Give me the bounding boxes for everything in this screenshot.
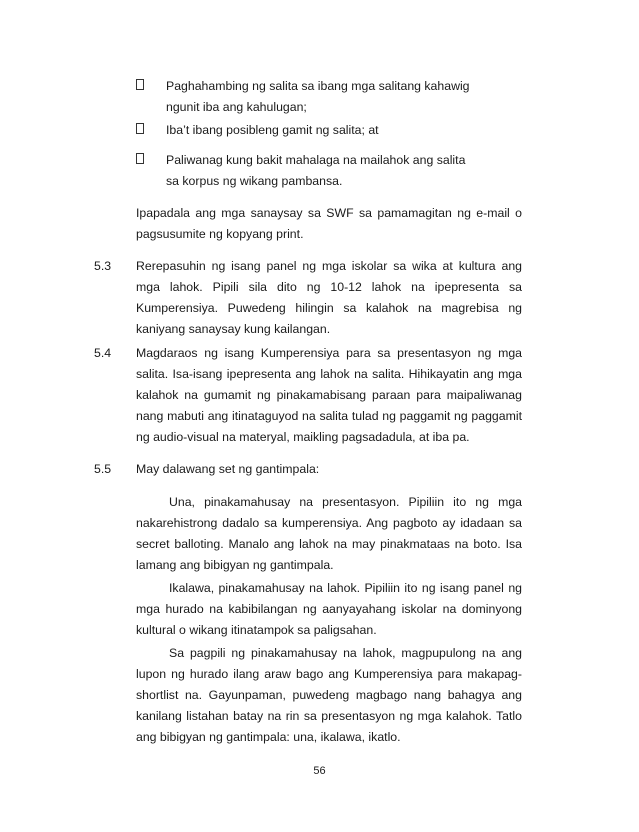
bullet-text	[166, 120, 526, 141]
bullet-text	[166, 150, 526, 192]
prize-text: Ikalawa, pinakamahusay na lahok. Pipiliin ito ng isang panel ng mga hurado na kabibilangan ng aanyayahang iskolar na dominyong kultural o wikang itinatampok sa paligsahan.	[136, 581, 522, 637]
submission-note: Ipapadala ang mga sanaysay sa SWF sa pamamagitan ng e-mail o pagsusumite ng kopyang print.	[136, 206, 522, 241]
checkbox-bullet-icon	[136, 153, 144, 164]
checkbox-bullet-icon	[136, 79, 144, 90]
prize-paragraph	[136, 643, 522, 748]
prize-text: Sa pagpili ng pinakamahusay na lahok, magpupulong na ang lupon ng hurado ilang araw bago ang Kumperensiya para makapag-shortlist na. Gayunpaman, puwedeng magbago nang bahagya ang kanilang listahan batay na rin sa presentasyon ng mga kalahok. Tatlo ang bibigyan ng gantimpala: una, ikalawa, ikatlo.	[136, 646, 522, 744]
section-number: 5.4	[94, 346, 112, 360]
prize-paragraph	[136, 578, 522, 641]
section-text: Magdaraos ng isang Kumperensiya para sa presentasyon ng mga salita. Isa-isang ipepresenta ang lahok na salita. Hihikayatin ang mga kalahok na gumamit ng pinakamabisang paraan para maipaliwanag nang mabuti ang itinataguyod na salita tulad ng paggamit ng paggamit ng audio-visual na materyal, maikling pagsadadula, at iba pa.	[136, 346, 522, 444]
bullet-line: sa korpus ng wikang pambansa.	[166, 174, 343, 188]
bullet-line: Iba’t ibang posibleng gamit ng salita; at	[166, 123, 379, 137]
page-number: 56	[313, 765, 326, 777]
bullet-line: Paghahambing ng salita sa ibang mga salitang kahawig	[166, 79, 470, 93]
section-number: 5.5	[94, 462, 112, 476]
bullet-line: ngunit iba ang kahulugan;	[166, 100, 307, 114]
prize-paragraph	[136, 492, 522, 576]
section-text: May dalawang set ng gantimpala:	[136, 462, 320, 476]
bullet-text	[166, 76, 526, 118]
section-number: 5.3	[94, 259, 112, 273]
section-text: Rerepasuhin ng isang panel ng mga iskolar sa wika at kultura ang mga lahok. Pipili sila dito ng 10-12 lahok na ipepresenta sa Kumperensiya. Puwedeng hilingin sa kalahok na magrebisa ng kaniyang sanaysay kung kailangan.	[136, 259, 522, 336]
bullet-line: Paliwanag kung bakit mahalaga na mailahok ang salita	[166, 153, 466, 167]
prize-text: Una, pinakamahusay na presentasyon. Pipiliin ito ng mga nakarehistrong dadalo sa kumperensiya. Ang pagboto ay idadaan sa secret balloting. Manalo ang lahok na may pinakmataas na boto. Isa lamang ang bibigyan ng gantimpala.	[136, 495, 522, 572]
checkbox-bullet-icon	[136, 123, 144, 134]
